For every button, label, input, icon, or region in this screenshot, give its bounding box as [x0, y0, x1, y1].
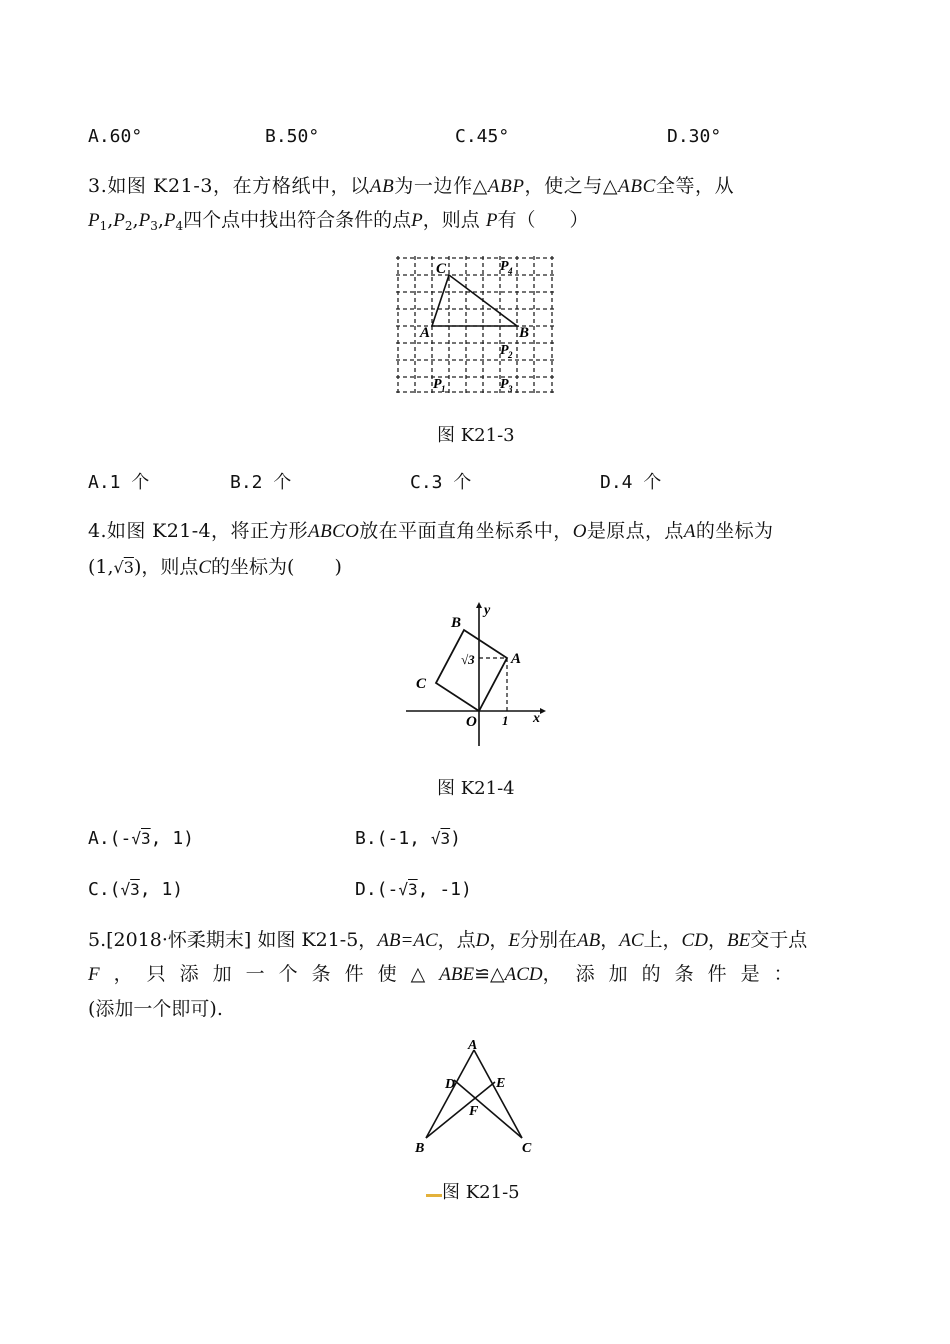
q2-option-a: A.60°	[88, 126, 143, 147]
q4-label-b: B	[451, 615, 462, 631]
q5-triangle-figure	[410, 1040, 540, 1160]
q4-label-sqrt3: √3	[461, 652, 475, 667]
q3-label-p4-sub: 4	[508, 266, 513, 276]
q4-line-1: 4.如图 K21-4，将正方形ABCO放在平面直角坐标系中，O是原点，点A的坐标为	[88, 520, 774, 542]
q5-label-d: D	[445, 1077, 456, 1092]
q4-label-x: x	[533, 711, 540, 726]
q3-grid-figure	[396, 256, 554, 394]
q3-label-a: A	[420, 325, 431, 341]
q5-segment-be	[426, 1082, 495, 1138]
q5-line-2: F，只添加一个条件使△ABE≌△ACD，添加的条件是：	[88, 963, 807, 985]
q4-label-a: A	[511, 651, 522, 667]
q4-line-2: (1,√3)，则点C的坐标为( )	[88, 556, 342, 578]
q3-triangle-abc	[432, 275, 517, 326]
q4-coordinate-figure	[400, 598, 550, 750]
q2-option-d: D.30°	[667, 126, 722, 147]
q4-label-y: y	[484, 603, 491, 618]
q5-label-f: F	[469, 1104, 479, 1119]
q4-label-c: C	[416, 676, 427, 692]
q3-label-p2-sub: 2	[508, 350, 513, 360]
highlight-mark	[426, 1194, 442, 1197]
q4-option-c: C.(√3, 1)	[88, 879, 184, 900]
q4-y-arrow	[476, 602, 482, 608]
q3-label-p3-sub: 3	[508, 384, 513, 394]
q3-label-p2: P	[500, 343, 509, 358]
q3-label-p3: P	[500, 377, 509, 392]
q3-line-2: $P_1,P_2,P_3,P_4$四个点中找出符合条件的点P，则点 P有（ ）	[88, 209, 589, 233]
q3-caption: 图 K21-3	[437, 425, 515, 446]
q5-caption: 图 K21-5	[442, 1182, 520, 1203]
q3-option-c: C.3 个	[410, 472, 472, 493]
q4-label-o: O	[466, 714, 477, 730]
q5-label-a: A	[468, 1038, 478, 1053]
q3-option-b: B.2 个	[230, 472, 292, 493]
q5-label-b: B	[415, 1141, 425, 1156]
q3-option-a: A.1 个	[88, 472, 150, 493]
q5-line-3: (添加一个即可).	[88, 998, 223, 1020]
q3-label-p4: P	[500, 259, 509, 274]
q3-label-c: C	[436, 261, 447, 277]
q4-square-abco	[436, 630, 507, 711]
q2-option-c: C.45°	[455, 126, 510, 147]
q3-option-d: D.4 个	[600, 472, 662, 493]
q4-caption: 图 K21-4	[437, 778, 515, 799]
q5-label-c: C	[522, 1141, 532, 1156]
q4-option-a: A.(-√3, 1)	[88, 828, 194, 849]
q4-label-one: 1	[502, 713, 509, 728]
q4-option-b: B.(-1, √3)	[355, 828, 461, 849]
q2-option-b: B.50°	[265, 126, 320, 147]
q4-x-arrow	[540, 708, 546, 714]
q5-side-ab	[426, 1050, 474, 1138]
q4-option-d: D.(-√3, -1)	[355, 879, 472, 900]
q3-label-b: B	[519, 325, 530, 341]
q5-line-1: 5.[2018·怀柔期末] 如图 K21-5，AB=AC，点D，E分别在AB，AC上，CD，BE交于点	[88, 929, 808, 951]
q3-label-p1: P	[433, 377, 442, 392]
q3-line-1: 3.如图 K21-3，在方格纸中，以AB为一边作△ABP，使之与△ABC全等，从	[88, 175, 735, 197]
q5-label-e: E	[496, 1076, 506, 1091]
q3-label-p1-sub: 1	[441, 384, 446, 394]
